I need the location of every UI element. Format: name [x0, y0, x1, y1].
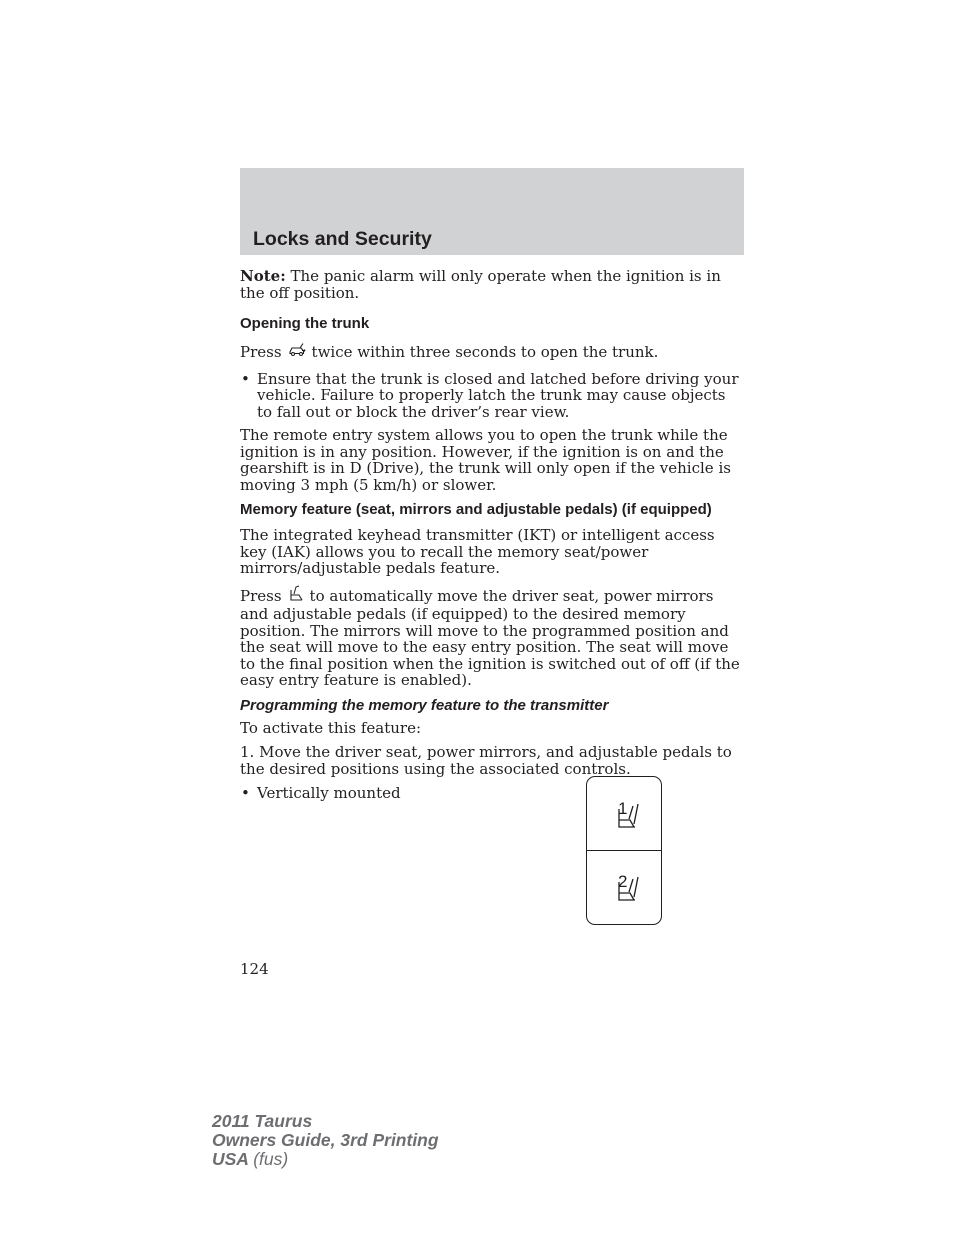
footer-region: USA	[212, 1149, 249, 1169]
note-label: Note:	[240, 267, 286, 285]
programming-step-1: 1. Move the driver seat, power mirrors, and adjustable pedals to the desired positions using the associated controls.	[240, 743, 732, 778]
programming-heading: Programming the memory feature to the transmitter	[240, 696, 609, 714]
memory-intro-paragraph: The integrated keyhead transmitter (IKT) or intelligent access key (IAK) allows you to recall the memory seat/power mirrors/adjustable pedals feature.	[240, 526, 715, 577]
page-number: 124	[240, 960, 269, 978]
trunk-heading: Opening the trunk	[240, 315, 370, 332]
memory-button-2-label: 2	[618, 872, 628, 891]
programming-bullet-item	[240, 785, 744, 802]
memory-buttons-illustration	[586, 776, 662, 925]
note-paragraph	[240, 268, 744, 301]
section-title: Locks and Security	[253, 228, 432, 250]
footer-line-2: Owners Guide, 3rd Printing	[212, 1130, 439, 1150]
document-footer	[212, 1112, 439, 1169]
bullet-dot: •	[241, 369, 250, 388]
footer-region-code: (fus)	[253, 1149, 289, 1169]
memory-heading: Memory feature (seat, mirrors and adjustable pedals) (if equipped)	[240, 501, 712, 518]
memory-press-prefix: Press	[240, 586, 282, 605]
seat-icon	[615, 801, 641, 831]
memory-button-1	[587, 777, 661, 850]
memory-seat-icon	[288, 585, 304, 607]
footer-line-1: 2011 Taurus	[212, 1111, 313, 1131]
memory-press-paragraph	[240, 585, 744, 689]
trunk-bullet-item	[240, 371, 744, 421]
bullet-dot: •	[241, 784, 250, 802]
memory-button-1-label: 1	[618, 799, 628, 818]
programming-intro: To activate this feature:	[240, 718, 422, 737]
seat-icon	[615, 874, 641, 904]
memory-press-suffix: to automatically move the driver seat, power mirrors and adjustable pedals (if equipped) to the desired memory position. The mirrors will move to the programmed position and the seat will move to the easy entry position. The seat will move to the final position when the ignition is switched out of off (if the easy entry feature is enabled).	[240, 586, 740, 689]
trunk-press-suffix: twice within three seconds to open the trunk.	[311, 343, 659, 361]
trunk-press-paragraph	[240, 341, 744, 363]
note-text: The panic alarm will only operate when the ignition is in the off position.	[240, 267, 721, 302]
section-header-band	[240, 168, 744, 255]
trunk-press-prefix: Press	[240, 343, 282, 361]
trunk-release-icon	[288, 341, 306, 363]
footer-line-3	[212, 1150, 439, 1169]
programming-bullet-text: Vertically mounted	[257, 784, 401, 802]
memory-button-2	[587, 851, 661, 923]
page-content	[240, 268, 744, 809]
trunk-remote-paragraph: The remote entry system allows you to open the trunk while the ignition is in any position. However, if the ignition is on and the gearshift is in D (Drive), the trunk will only open if the vehicle is moving 3 mph (5 km/h) or slower.	[240, 426, 731, 494]
trunk-bullet-text: Ensure that the trunk is closed and latched before driving your vehicle. Failure to properly latch the trunk may cause objects to fall out or block the driver’s rear view.	[257, 369, 739, 421]
